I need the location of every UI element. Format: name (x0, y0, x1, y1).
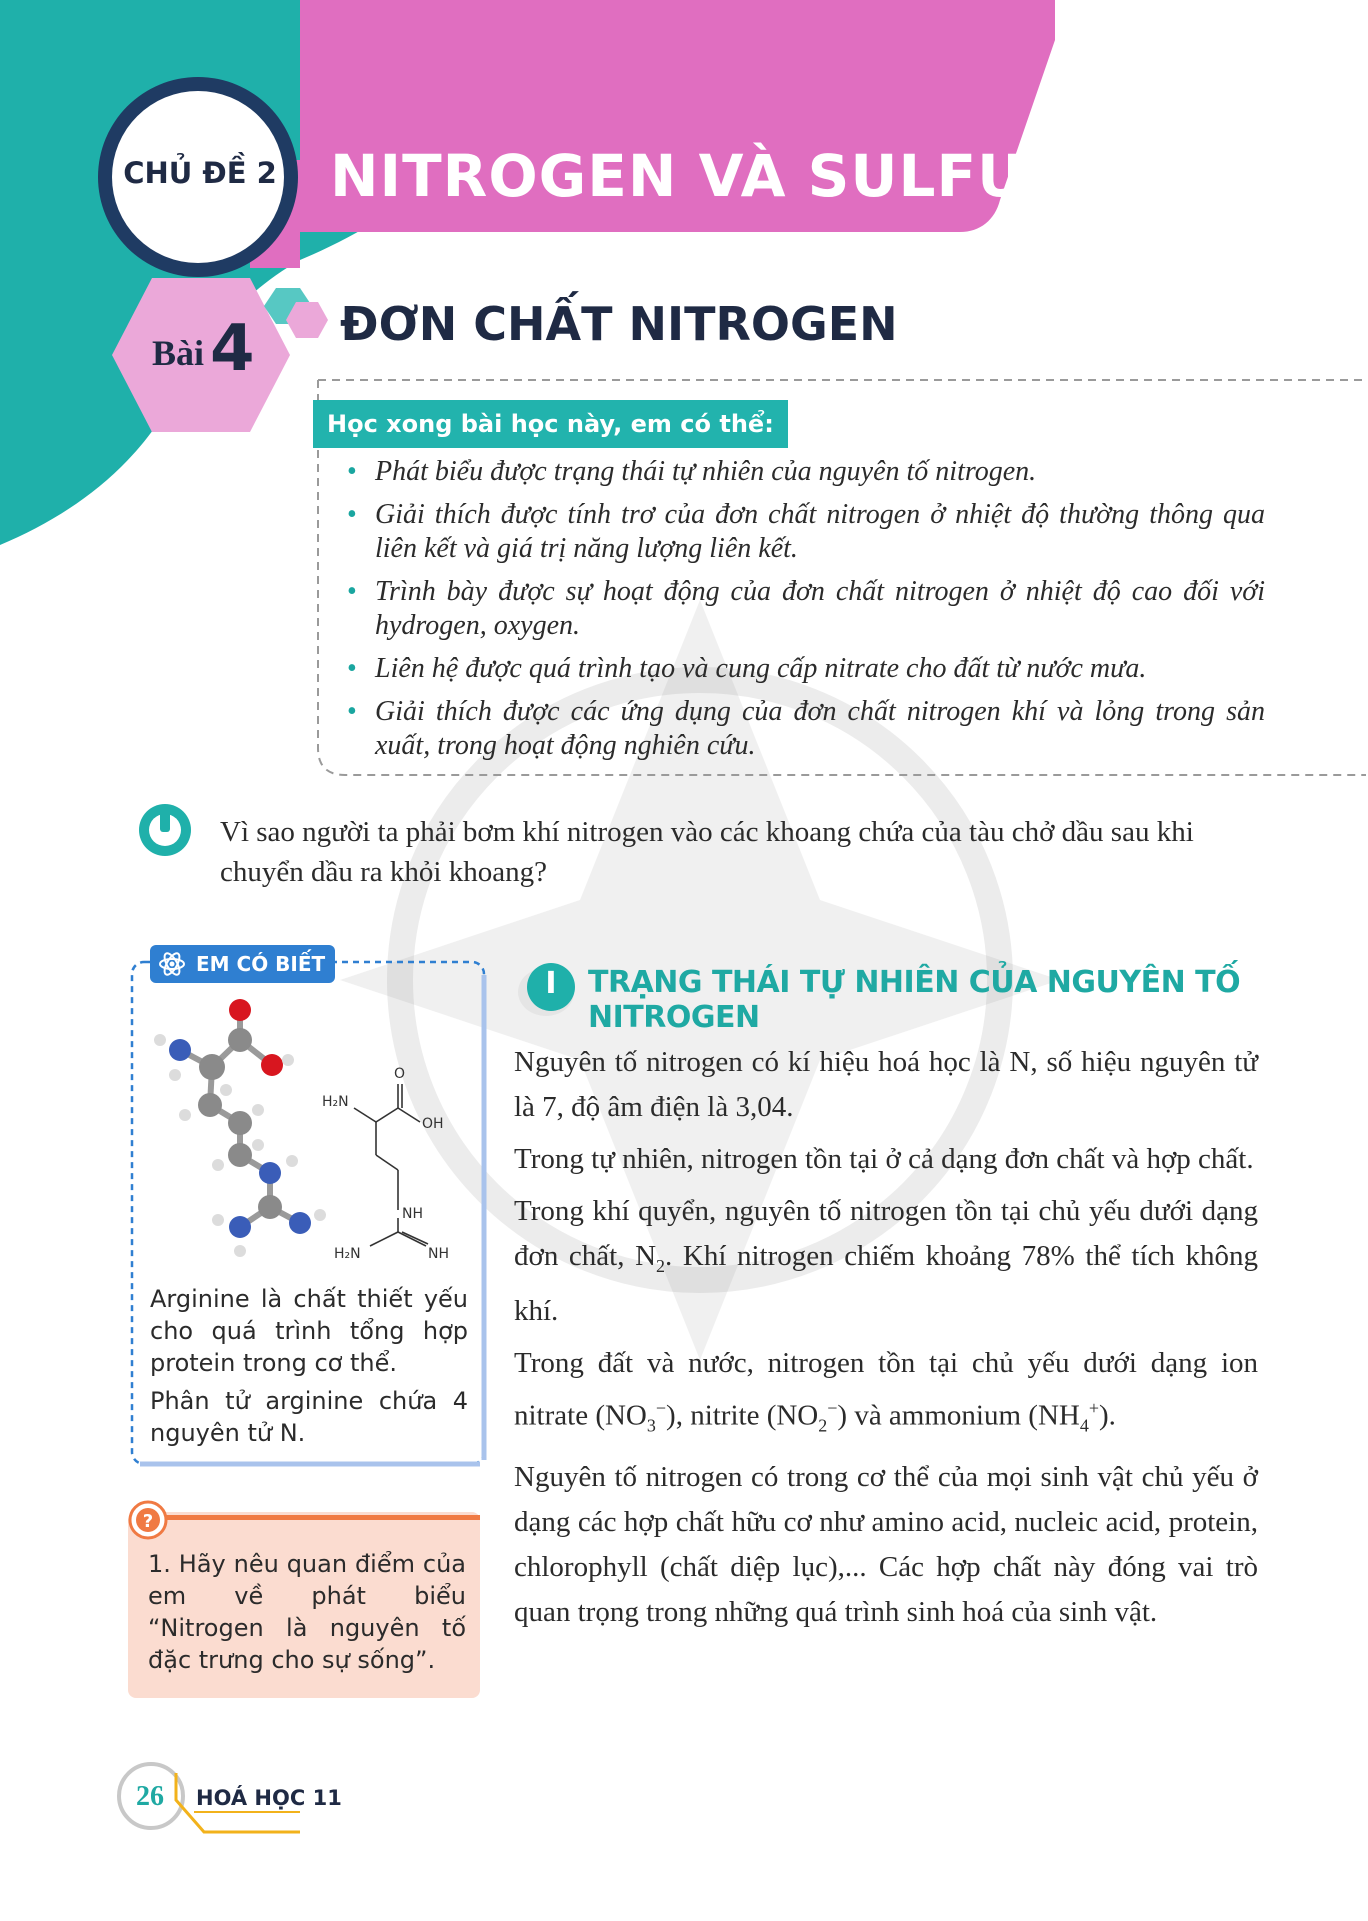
formula-oh: OH (422, 1116, 444, 1132)
atom-icon (158, 950, 186, 978)
goals-header: Học xong bài học này, em có thể: (313, 400, 788, 448)
section-title: TRẠNG THÁI TỰ NHIÊN CỦA NGUYÊN TỐ NITROGEN (588, 965, 1241, 1035)
question-box-text: 1. Hãy nêu quan điểm của em về phát biểu “Nitrogen là nguyên tố đặc trưng cho sự sống”. (148, 1550, 466, 1674)
paragraph: Trong tự nhiên, nitrogen tồn tại ở cả dạng đơn chất và hợp chất. (514, 1143, 1254, 1175)
goal-item: • Trình bày được sự hoạt động của đơn chất nitrogen ở nhiệt độ cao đối với hydrogen, oxygen. (345, 575, 1265, 643)
paragraph-soil-water: Trong đất và nước, nitrogen tồn tại chủ yếu dưới dạng ion nitrate $(NO_3^-)$, nitrite $(NO_2^-)$ và ammonium $(NH_4^+)$. (514, 1346, 1258, 1436)
formula-nh: NH (402, 1206, 423, 1222)
lesson-title: ĐƠN CHẤT NITROGEN (340, 297, 898, 351)
section-number: I (545, 966, 557, 1001)
goal-item: • Liên hệ được quá trình tạo và cung cấp nitrate cho đất từ nước mưa. (345, 652, 1265, 686)
did-you-know-tag (150, 945, 335, 983)
question-box-line (152, 1515, 480, 1520)
formula-h2n-bottom: H₂N (334, 1246, 361, 1262)
arginine-structural-formula (320, 1060, 480, 1270)
topic-label: CHỦ ĐỀ 2 (123, 156, 277, 190)
goals-list (345, 455, 1265, 772)
did-you-know-text (150, 1283, 468, 1455)
goal-item: • Giải thích được tính trơ của đơn chất nitrogen ở nhiệt độ thường thông qua liên kết và giá trị năng lượng liên kết. (345, 498, 1265, 566)
book-name: HOÁ HỌC 11 (196, 1786, 342, 1810)
paragraph-atmosphere: Trong khí quyển, nguyên tố nitrogen tồn tại chủ yếu dưới dạng đơn chất, $N_2$. Khí nitrogen chiếm khoảng 78% thể tích không khí. (514, 1195, 1258, 1327)
section-body (514, 1040, 1258, 1642)
arginine-ball-model (140, 995, 340, 1265)
paragraph: Nguyên tố nitrogen có kí hiệu hoá học là N, số hiệu nguyên tử là 7, độ âm điện là 3,04. (514, 1046, 1258, 1123)
svg-text:?: ? (142, 1511, 154, 1532)
did-you-know-para: Arginine là chất thiết yếu cho quá trình tổng hợp protein trong cơ thể. (150, 1285, 468, 1377)
formula-o: O (394, 1066, 406, 1082)
opening-question: Vì sao người ta phải bơm khí nitrogen vào các khoang chứa của tàu chở dầu sau khi chuyển dầu ra khỏi khoang? (220, 816, 1194, 888)
formula-h2n-top: H₂N (322, 1094, 349, 1110)
topic-title: NITROGEN VÀ SULFUR (330, 142, 1071, 210)
lesson-word: Bài (152, 333, 205, 373)
did-you-know-para: Phân tử arginine chứa 4 nguyên tử N. (150, 1387, 468, 1447)
page-number: 26 (136, 1781, 164, 1812)
did-you-know-label: EM CÓ BIẾT (196, 952, 326, 976)
lesson-number: 4 (210, 312, 255, 386)
paragraph: Nguyên tố nitrogen có trong cơ thể của mọi sinh vật chủ yếu ở dạng các hợp chất hữu cơ như amino acid, nucleic acid, protein, chlorophyll (chất diệp lục),... Các hợp chất này đóng vai trò quan trọng trong những quá trình sinh hoá của sinh vật. (514, 1461, 1258, 1629)
goal-item: • Giải thích được các ứng dụng của đơn chất nitrogen khí và lỏng trong sản xuất, trong hoạt động nghiên cứu. (345, 695, 1265, 763)
goal-item: • Phát biểu được trạng thái tự nhiên của nguyên tố nitrogen. (345, 455, 1265, 489)
question-icon (139, 804, 191, 856)
question-mark-icon (128, 1500, 168, 1540)
formula-nh2: NH (428, 1246, 449, 1262)
